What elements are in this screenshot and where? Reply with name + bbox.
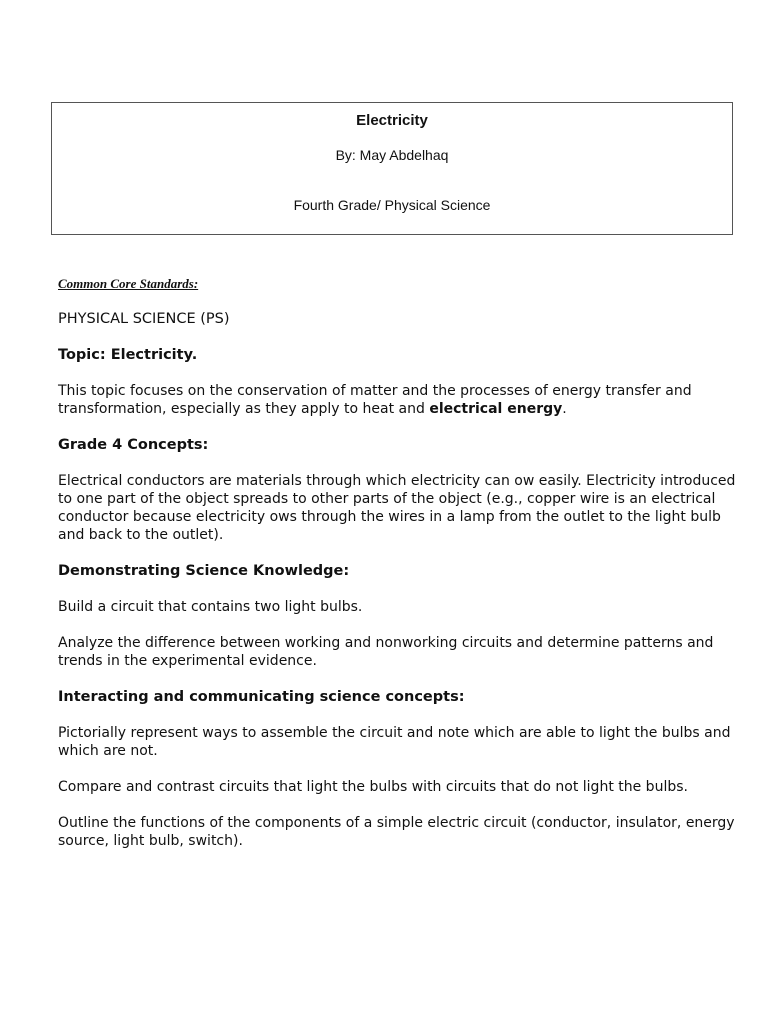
interacting-item: Pictorially represent ways to assemble the circuit and note which are able to light the bulbs and which are not. (58, 725, 731, 759)
title-box (51, 102, 733, 235)
concepts-heading: Grade 4 Concepts: (58, 437, 209, 453)
topic-heading: Topic: Electricity. (58, 347, 198, 363)
document-body (58, 276, 738, 868)
demonstrating-item: Analyze the difference between working and nonworking circuits and determine patterns and trends in the experimental evidence. (58, 635, 714, 669)
strand-heading: PHYSICAL SCIENCE (PS) (58, 311, 230, 327)
topic-text-start: This topic focuses on the conservation of matter and the processes of energy transfer and transformation, especially as they apply to heat and (58, 383, 692, 417)
document-title: Electricity (356, 112, 428, 129)
grade-subject-line: Fourth Grade/ Physical Science (293, 197, 491, 213)
topic-paragraph (58, 382, 738, 418)
interacting-item: Compare and contrast circuits that light the bulbs with circuits that do not light the bulbs. (58, 779, 688, 795)
demonstrating-heading: Demonstrating Science Knowledge: (58, 563, 350, 579)
author-line: By: May Abdelhaq (335, 147, 449, 163)
interacting-item: Outline the functions of the components of a simple electric circuit (conductor, insulator, energy source, light bulb, switch). (58, 815, 735, 849)
demonstrating-item: Build a circuit that contains two light bulbs. (58, 599, 363, 615)
concepts-paragraph: Electrical conductors are materials through which electricity can ow easily. Electricity introduced to one part of the object spreads to other parts of the object (e.g., copper wire is an electrical conductor because electricity ows through the wires in a lamp from the outlet to the light bulb and back to the outlet). (58, 473, 736, 543)
topic-emphasis: electrical energy (429, 401, 563, 417)
topic-text-end: . (562, 401, 567, 417)
standards-heading: Common Core Standards: (58, 276, 199, 291)
interacting-heading: Interacting and communicating science concepts: (58, 689, 465, 705)
